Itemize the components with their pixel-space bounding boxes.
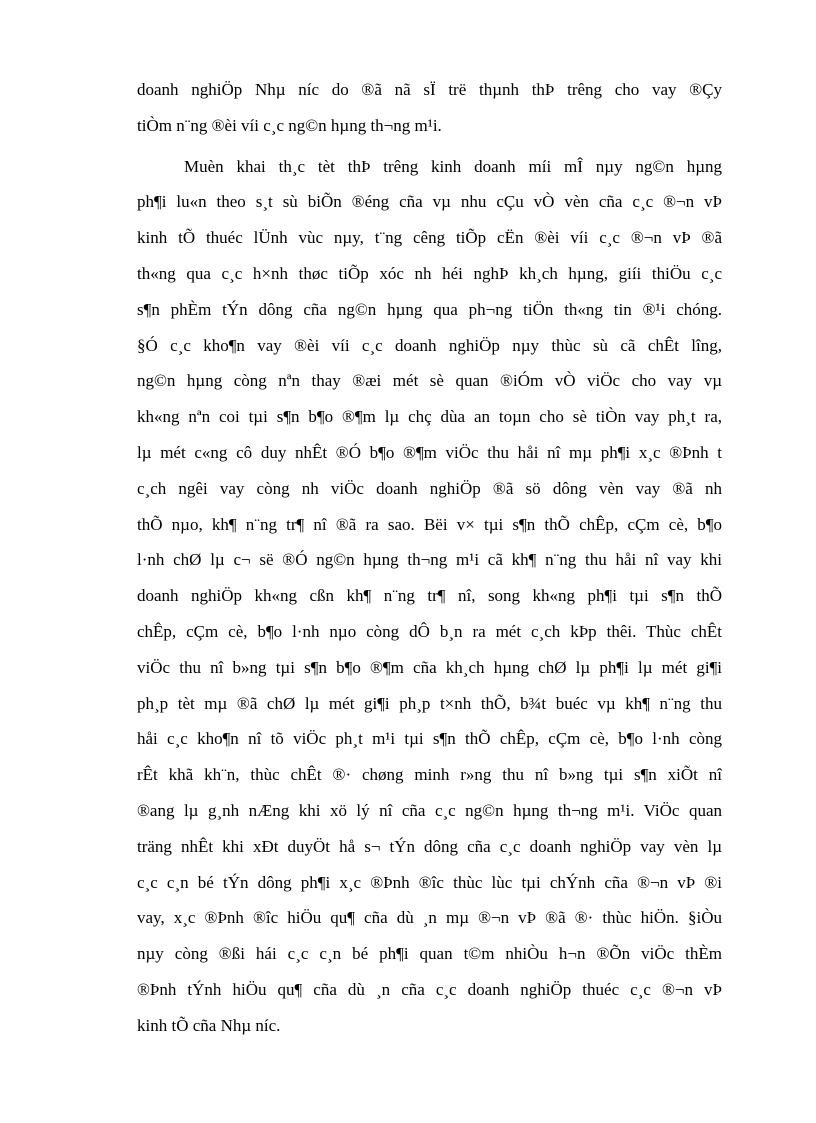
text-line: Muèn khai th¸c tèt thÞ trêng kinh doanh míi mÎ nµy ng©n hµng — [184, 156, 722, 176]
text-line: nµy còng ®ßi hái c¸c c¸n bé ph¶i quan t©m nhiÒu h¬n ®Õn viÖc thÈm — [137, 944, 722, 964]
text-line: §Ó c¸c kho¶n vay ®èi víi c¸c doanh nghiÖp nµy thùc sù cã chÊt lîng, — [137, 335, 722, 355]
text-line: ng©n hµng còng nªn thay ®æi mét sè quan ®iÓm vÒ viÖc cho vay vµ — [137, 371, 722, 391]
text-line: rÊt khã kh¨n, thùc chÊt ®· chøng minh r»ng thu nî b»ng tµi s¶n xiÕt nî — [137, 765, 722, 785]
text-line: s¶n phÈm tÝn dông cña ng©n hµng qua ph¬ng tiÖn th«ng tin ®¹i chóng. — [137, 299, 722, 319]
text-line: c¸ch ngêi vay còng nh viÖc doanh nghiÖp ®ã sö dông vèn vay ®ã nh — [137, 478, 722, 498]
text-line: doanh nghiÖp Nhµ níc do ®ã nã sÏ trë thµnh thÞ trêng cho vay ®Çy — [137, 80, 722, 99]
text-line: l·nh chØ lµ c¬ së ®Ó ng©n hµng th¬ng m¹i cã kh¶ n¨ng thu håi nî vay khi — [137, 550, 722, 570]
text-line: chÊp, cÇm cè, b¶o l·nh nµo còng dÔ b¸n ra mét c¸ch kÞp thêi. Thùc chÊt — [137, 621, 722, 641]
paragraph-2 — [137, 149, 722, 1044]
document-page — [137, 72, 722, 1044]
text-line: ®Þnh tÝnh hiÖu qu¶ cña dù ¸n cña c¸c doanh nghiÖp thuéc c¸c ®¬n vÞ — [137, 979, 722, 999]
text-line: håi c¸c kho¶n nî tõ viÖc ph¸t m¹i tµi s¶n thÕ chÊp, cÇm cè, b¶o l·nh còng — [137, 729, 722, 749]
text-line: tiÒm n¨ng ®èi víi c¸c ng©n hµng th¬ng m¹i. — [137, 115, 442, 135]
text-line: ph¸p tèt mµ ®ã chØ lµ mét gi¶i ph¸p t×nh thÕ, b¾t buéc vµ kh¶ n¨ng thu — [137, 693, 722, 713]
text-line: ph¶i lu«n theo s¸t sù biÕn ®éng cña vµ nhu cÇu vÒ vèn cña c¸c ®¬n vÞ — [137, 192, 722, 212]
text-line: viÖc thu nî b»ng tµi s¶n b¶o ®¶m cña kh¸ch hµng chØ lµ ph¶i lµ mét gi¶i — [137, 657, 722, 677]
text-line: thÕ nµo, kh¶ n¨ng tr¶ nî ®ã ra sao. Bëi v× tµi s¶n thÕ chÊp, cÇm cè, b¶o — [137, 514, 722, 534]
text-line: lµ mét c«ng cô duy nhÊt ®Ó b¶o ®¶m viÖc thu håi nî mµ ph¶i x¸c ®Þnh t — [137, 442, 722, 462]
text-line: c¸c c¸n bé tÝn dông ph¶i x¸c ®Þnh ®îc thùc lùc tµi chÝnh cña ®¬n vÞ ®i — [137, 872, 722, 892]
text-line: träng nhÊt khi xÐt duyÖt hå s¬ tÝn dông cña c¸c doanh nghiÖp vay vèn lµ — [137, 836, 722, 856]
text-line: kinh tÕ thuéc lÜnh vùc nµy, t¨ng cêng tiÕp cËn ®èi víi c¸c ®¬n vÞ ®ã — [137, 228, 722, 248]
text-line: ®ang lµ g¸nh nÆng khi xö lý nî cña c¸c ng©n hµng th¬ng m¹i. ViÖc quan — [137, 800, 722, 820]
text-line: vay, x¸c ®Þnh ®îc hiÖu qu¶ cña dù ¸n mµ ®¬n vÞ ®ã ®· thùc hiÖn. §iÒu — [137, 908, 722, 928]
text-line: kinh tÕ cña Nhµ níc. — [137, 1015, 281, 1035]
text-line: kh«ng nªn coi tµi s¶n b¶o ®¶m lµ chç dùa an toµn cho sè tiÒn vay ph¸t ra, — [137, 407, 722, 427]
paragraph-1 — [137, 72, 722, 144]
text-line: doanh nghiÖp kh«ng cßn kh¶ n¨ng tr¶ nî, song kh«ng ph¶i tµi s¶n thÕ — [137, 586, 722, 606]
text-line: th«ng qua c¸c h×nh thøc tiÕp xóc nh héi nghÞ kh¸ch hµng, giíi thiÖu c¸c — [137, 263, 722, 283]
